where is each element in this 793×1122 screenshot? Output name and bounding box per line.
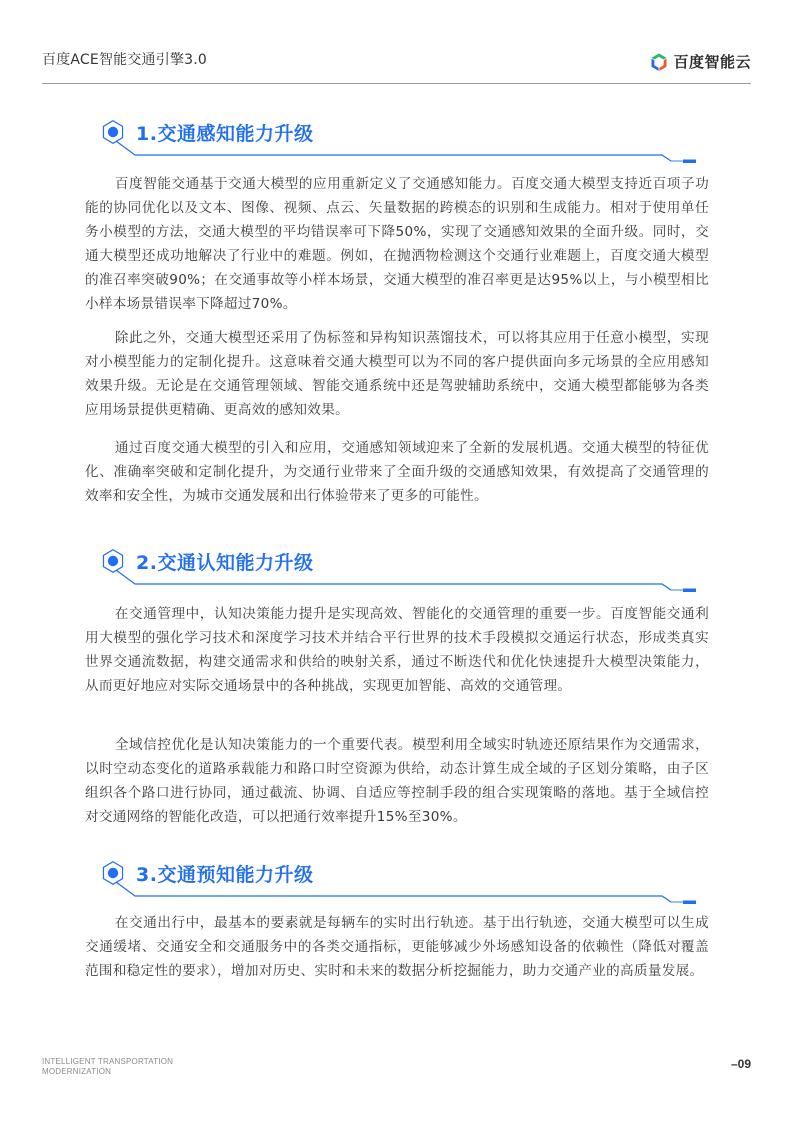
hexagon-dot-icon [100,548,126,574]
section-title: 3.交通预知能力升级 [136,864,314,886]
body-paragraph: 除此之外，交通大模型还采用了伪标签和异构知识蒸馏技术，可以将其应用于任意小模型，实现对小模型能力的定制化提升。这意味着交通大模型可以为不同的客户提供面向多元场景的全应用感知效果升级。无论是在交通管理领域、智能交通系统中还是驾驶辅助系统中，交通大模型都能够为各类应用场景提供更精确、更高效的感知效果。 [85,330,709,418]
section-title: 2.交通认知能力升级 [136,552,314,574]
footer-tagline-line-1: INTELLIGENT TRANSPORTATION [42,1057,174,1066]
body-paragraph: 在交通管理中，认知决策能力提升是实现高效、智能化的交通管理的重要一步。百度智能交通利用大模型的强化学习技术和深度学习技术并结合平行世界的技术手段模拟交通运行状态，形成类真实世界交通流数据，构建交通需求和供给的映射关系，通过不断迭代和优化快速提升大模型决策能力，从而更好地应对实际交通场景中的各种挑战，实现更加智能、高效的交通管理。 [85,606,709,694]
section-heading-1 [98,117,698,167]
footer-tagline-line-2: MODERNIZATION [42,1067,112,1076]
page-number: –09 [730,1057,751,1071]
hexagon-dot-icon [100,119,126,145]
brand-logo-text: 百度智能云 [673,53,751,71]
header-divider [42,83,751,84]
body-paragraph: 全域信控优化是认知决策能力的一个重要代表。模型利用全域实时轨迹还原结果作为交通需求，以时空动态变化的道路承载能力和路口时空资源为供给，动态计算生成全域的子区划分策略，由子区组织各个路口进行协同，通过截流、协调、自适应等控制手段的组合实现策略的落地。基于全域信控对交通网络的智能化改造，可以把通行效率提升15%至30%。 [85,737,709,825]
body-paragraph: 在交通出行中，最基本的要素就是每辆车的实时出行轨迹。基于出行轨迹，交通大模型可以生成交通缓堵、交通安全和交通服务中的各类交通指标，更能够减少外场感知设备的依赖性（降低对覆盖范围和稳定性的要求），增加对历史、实时和未来的数据分析挖掘能力，助力交通产业的高质量发展。 [85,915,709,979]
footer-tagline [42,1057,173,1077]
page-header [42,0,751,84]
brand-logo [649,52,751,72]
baidu-ai-cloud-cube-icon [649,52,669,72]
document-title: 百度ACE智能交通引擎3.0 [42,52,208,68]
section-heading-3 [98,858,698,908]
hexagon-dot-icon [100,860,126,886]
section-title: 1.交通感知能力升级 [136,123,314,145]
body-paragraph: 百度智能交通基于交通大模型的应用重新定义了交通感知能力。百度交通大模型支持近百项子功能的协同优化以及文本、图像、视频、点云、矢量数据的跨模态的识别和生成能力。相对于使用单任务小模型的方法，交通大模型的平均错误率可下降50%，实现了交通感知效果的全面升级。同时，交通大模型还成功地解决了行业中的难题。例如，在抛洒物检测这个交通行业难题上，百度交通大模型的准召率突破90%；在交通事故等小样本场景，交通大模型的准召率更是达95%以上，与小模型相比小样本场景错误率下降超过70%。 [85,176,709,312]
section-heading-2 [98,546,698,596]
body-paragraph: 通过百度交通大模型的引入和应用，交通感知领域迎来了全新的发展机遇。交通大模型的特征优化、准确率突破和定制化提升，为交通行业带来了全面升级的交通感知效果，有效提高了交通管理的效率和安全性，为城市交通发展和出行体验带来了更多的可能性。 [85,440,709,504]
